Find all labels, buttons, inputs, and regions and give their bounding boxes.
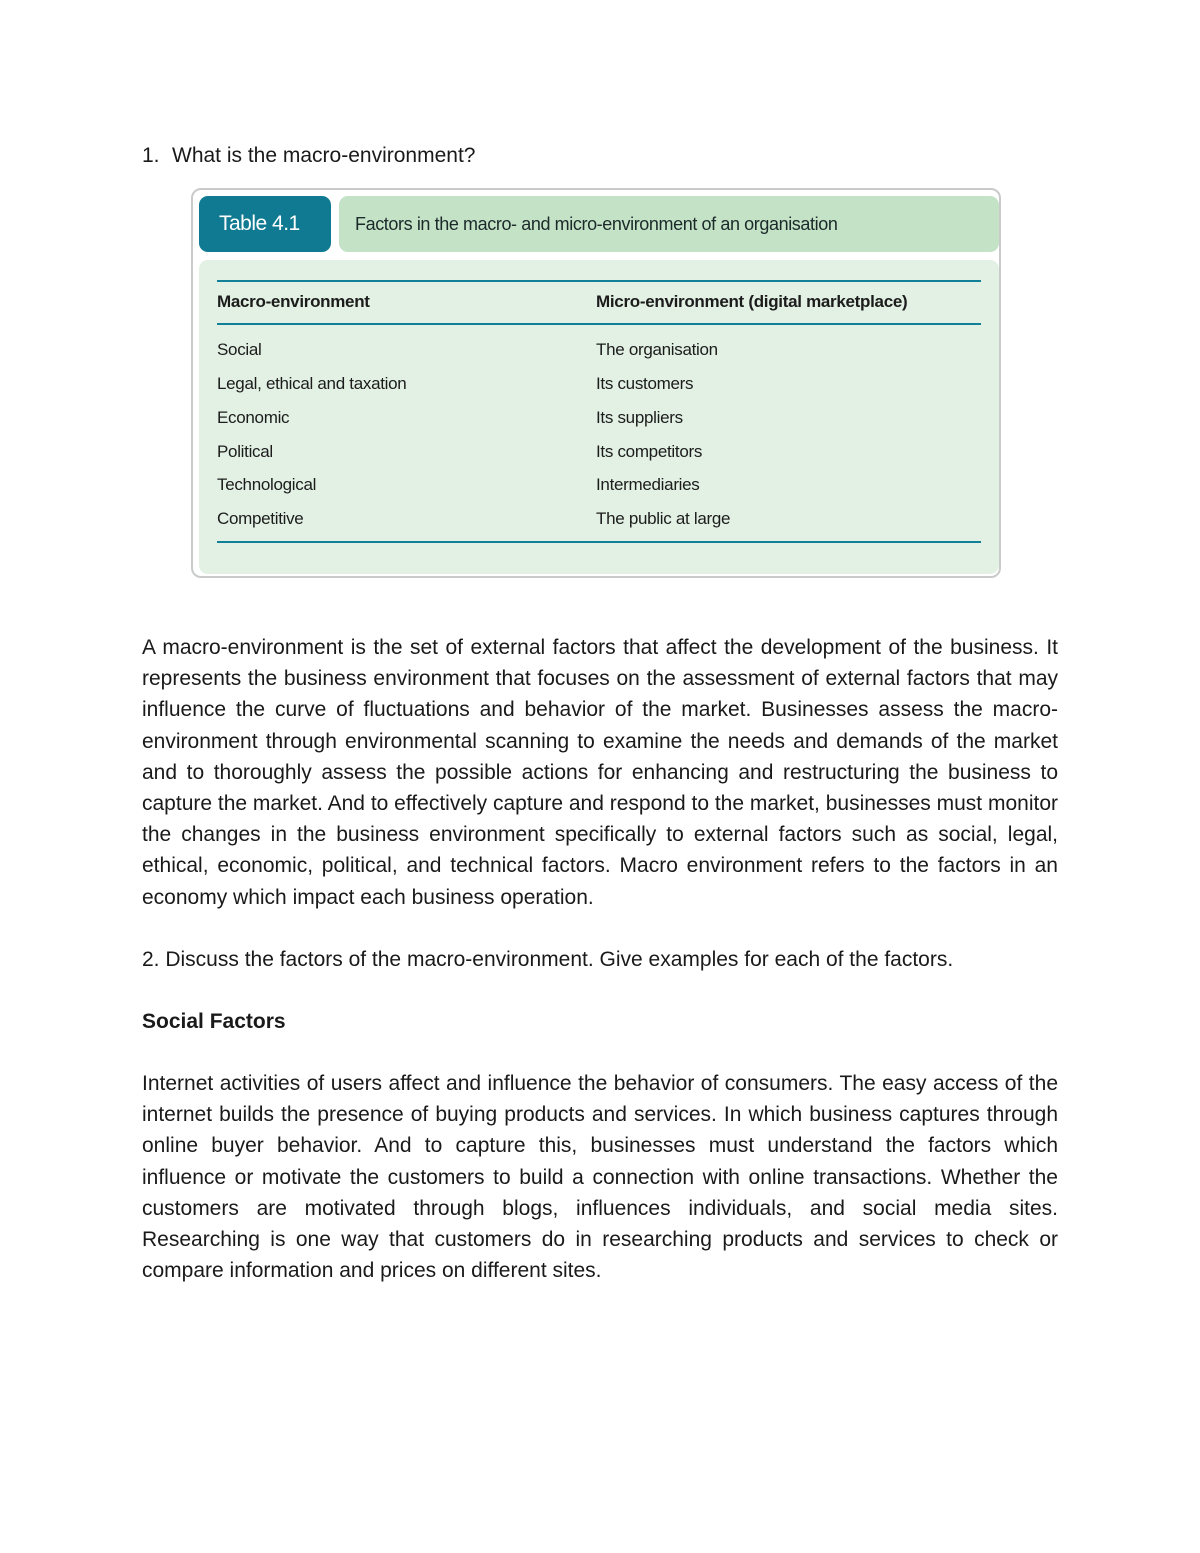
table-body <box>199 260 999 574</box>
question-1 <box>142 140 1058 172</box>
table-cell-micro: Its customers <box>596 374 694 393</box>
table-top-rule <box>217 280 981 282</box>
table-figure <box>191 188 1001 578</box>
table-cell-macro: Social <box>217 340 262 359</box>
social-factors-paragraph: Internet activities of users affect and influence the behavior of consumers. The easy access of the internet builds the presence of buying products and services. In which business captures through online buyer behavior. And to capture this, businesses must understand the factors which influence or motivate the customers to build a connection with online transactions. Whether the customers are motivated through blogs, influences individuals, and social media sites. Researching is one way that customers do in researching products and services to check or compare information and prices on different sites. <box>142 1072 1058 1283</box>
table-header-rule <box>217 323 981 325</box>
table-cell-micro: Its suppliers <box>596 408 683 427</box>
table-cell-macro: Technological <box>217 475 317 494</box>
answer-1-paragraph: A macro-environment is the set of external factors that affect the development of the business. It represents the business environment that focuses on the assessment of external factors that may influence the curve of fluctuations and behavior of the market. Businesses assess the macro-environment through environmental scanning to examine the needs and demands of the market and to thoroughly assess the possible actions for enhancing and restructuring the business to capture the market. And to effectively capture and respond to the market, businesses must monitor the changes in the business environment specifically to external factors such as social, legal, ethical, economic, political, and technical factors. Macro environment refers to the factors in an economy which impact each business operation. <box>142 636 1058 909</box>
section-heading-social-factors: Social Factors <box>142 1010 286 1034</box>
question-1-number: 1. <box>142 144 160 167</box>
table-cell-micro: Its competitors <box>596 442 703 461</box>
question-1-text: What is the macro-environment? <box>172 144 476 167</box>
table-bottom-rule <box>217 541 981 543</box>
header-micro: Micro-environment (digital marketplace) <box>596 292 908 311</box>
table-cell-micro: The public at large <box>596 509 731 528</box>
table-label: Table 4.1 <box>199 196 331 252</box>
table-cell-micro: Intermediaries <box>596 475 700 494</box>
table-cell-macro: Competitive <box>217 509 304 528</box>
table-cell-macro: Economic <box>217 408 290 427</box>
document-page <box>142 140 1058 1286</box>
table-cell-macro: Legal, ethical and taxation <box>217 374 407 393</box>
header-macro: Macro-environment <box>217 292 370 311</box>
table-cell-macro: Political <box>217 442 273 461</box>
table-caption: Factors in the macro- and micro-environment of an organisation <box>339 196 999 252</box>
table-cell-micro: The organisation <box>596 340 718 359</box>
question-2: 2. Discuss the factors of the macro-environment. Give examples for each of the factors. <box>142 947 954 971</box>
